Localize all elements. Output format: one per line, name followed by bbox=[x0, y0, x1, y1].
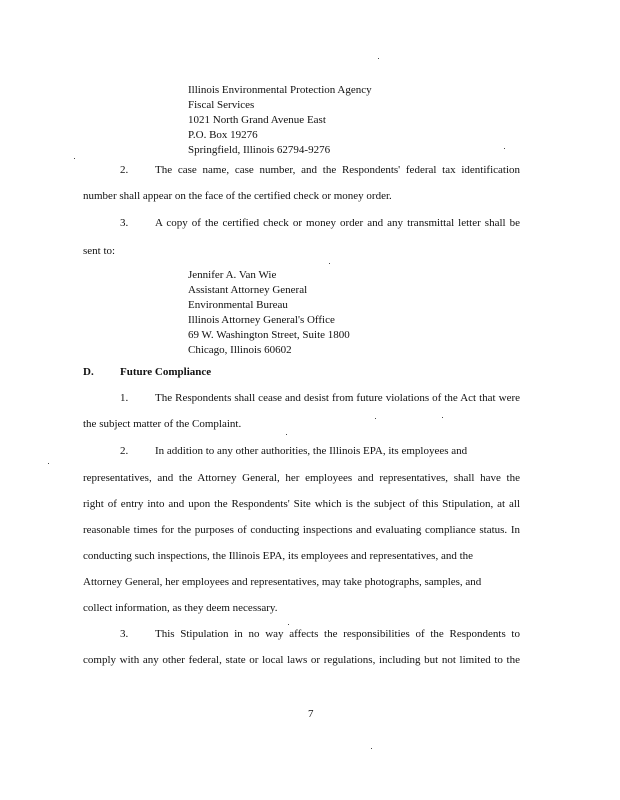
address-line: Jennifer A. Van Wie bbox=[188, 269, 277, 281]
paragraph-line: reasonable times for the purposes of conducting inspections and evaluating compliance status. In bbox=[83, 524, 520, 536]
address-line: 1021 North Grand Avenue East bbox=[188, 114, 326, 126]
address-line: Assistant Attorney General bbox=[188, 284, 308, 296]
paragraph-number: 1. bbox=[120, 392, 129, 404]
address-line: Environmental Bureau bbox=[188, 299, 288, 311]
section-letter: D. bbox=[83, 366, 94, 378]
paragraph-number: 2. bbox=[120, 445, 129, 457]
address-line: Illinois Environmental Protection Agency bbox=[188, 84, 372, 96]
paragraph-line: the subject matter of the Complaint. bbox=[83, 418, 242, 430]
scan-speck bbox=[371, 748, 372, 749]
scan-speck bbox=[375, 418, 376, 419]
paragraph-line: representatives, and the Attorney General, her employees and representatives, shall have the bbox=[83, 472, 520, 484]
address-line: Springfield, Illinois 62794-9276 bbox=[188, 144, 331, 156]
paragraph-number: 3. bbox=[120, 628, 129, 640]
address-line: P.O. Box 19276 bbox=[188, 129, 258, 141]
scan-speck bbox=[378, 58, 379, 59]
paragraph-line: right of entry into and upon the Respondents' Site which is the subject of this Stipulation, at all bbox=[83, 498, 520, 510]
paragraph-line: sent to: bbox=[83, 245, 116, 257]
paragraph-line: This Stipulation in no way affects the responsibilities of the Respondents to bbox=[155, 628, 520, 640]
paragraph-number: 2. bbox=[120, 164, 129, 176]
scan-speck bbox=[286, 434, 287, 435]
address-line: Chicago, Illinois 60602 bbox=[188, 344, 292, 356]
paragraph-line: The case name, case number, and the Respondents' federal tax identification bbox=[155, 164, 520, 176]
scan-speck bbox=[48, 463, 49, 464]
scan-speck bbox=[74, 158, 75, 159]
paragraph-line: Attorney General, her employees and representatives, may take photographs, samples, and bbox=[83, 576, 482, 588]
paragraph-line: conducting such inspections, the Illinois EPA, its employees and representatives, and the bbox=[83, 550, 474, 562]
section-title: Future Compliance bbox=[120, 366, 212, 378]
paragraph-line: collect information, as they deem necessary. bbox=[83, 602, 278, 614]
paragraph-line: In addition to any other authorities, the Illinois EPA, its employees and bbox=[155, 445, 468, 457]
address-line: Fiscal Services bbox=[188, 99, 255, 111]
address-line: Illinois Attorney General's Office bbox=[188, 314, 335, 326]
scan-speck bbox=[504, 148, 505, 149]
scan-speck bbox=[288, 624, 289, 625]
page-number: 7 bbox=[308, 708, 314, 720]
paragraph-line: comply with any other federal, state or local laws or regulations, including but not limited to the bbox=[83, 654, 520, 666]
paragraph-line: number shall appear on the face of the certified check or money order. bbox=[83, 190, 392, 202]
scan-speck bbox=[329, 263, 330, 264]
address-line: 69 W. Washington Street, Suite 1800 bbox=[188, 329, 350, 341]
paragraph-line: A copy of the certified check or money order and any transmittal letter shall be bbox=[155, 217, 520, 229]
scan-speck bbox=[442, 417, 443, 418]
paragraph-number: 3. bbox=[120, 217, 129, 229]
paragraph-line: The Respondents shall cease and desist from future violations of the Act that were bbox=[155, 392, 520, 404]
